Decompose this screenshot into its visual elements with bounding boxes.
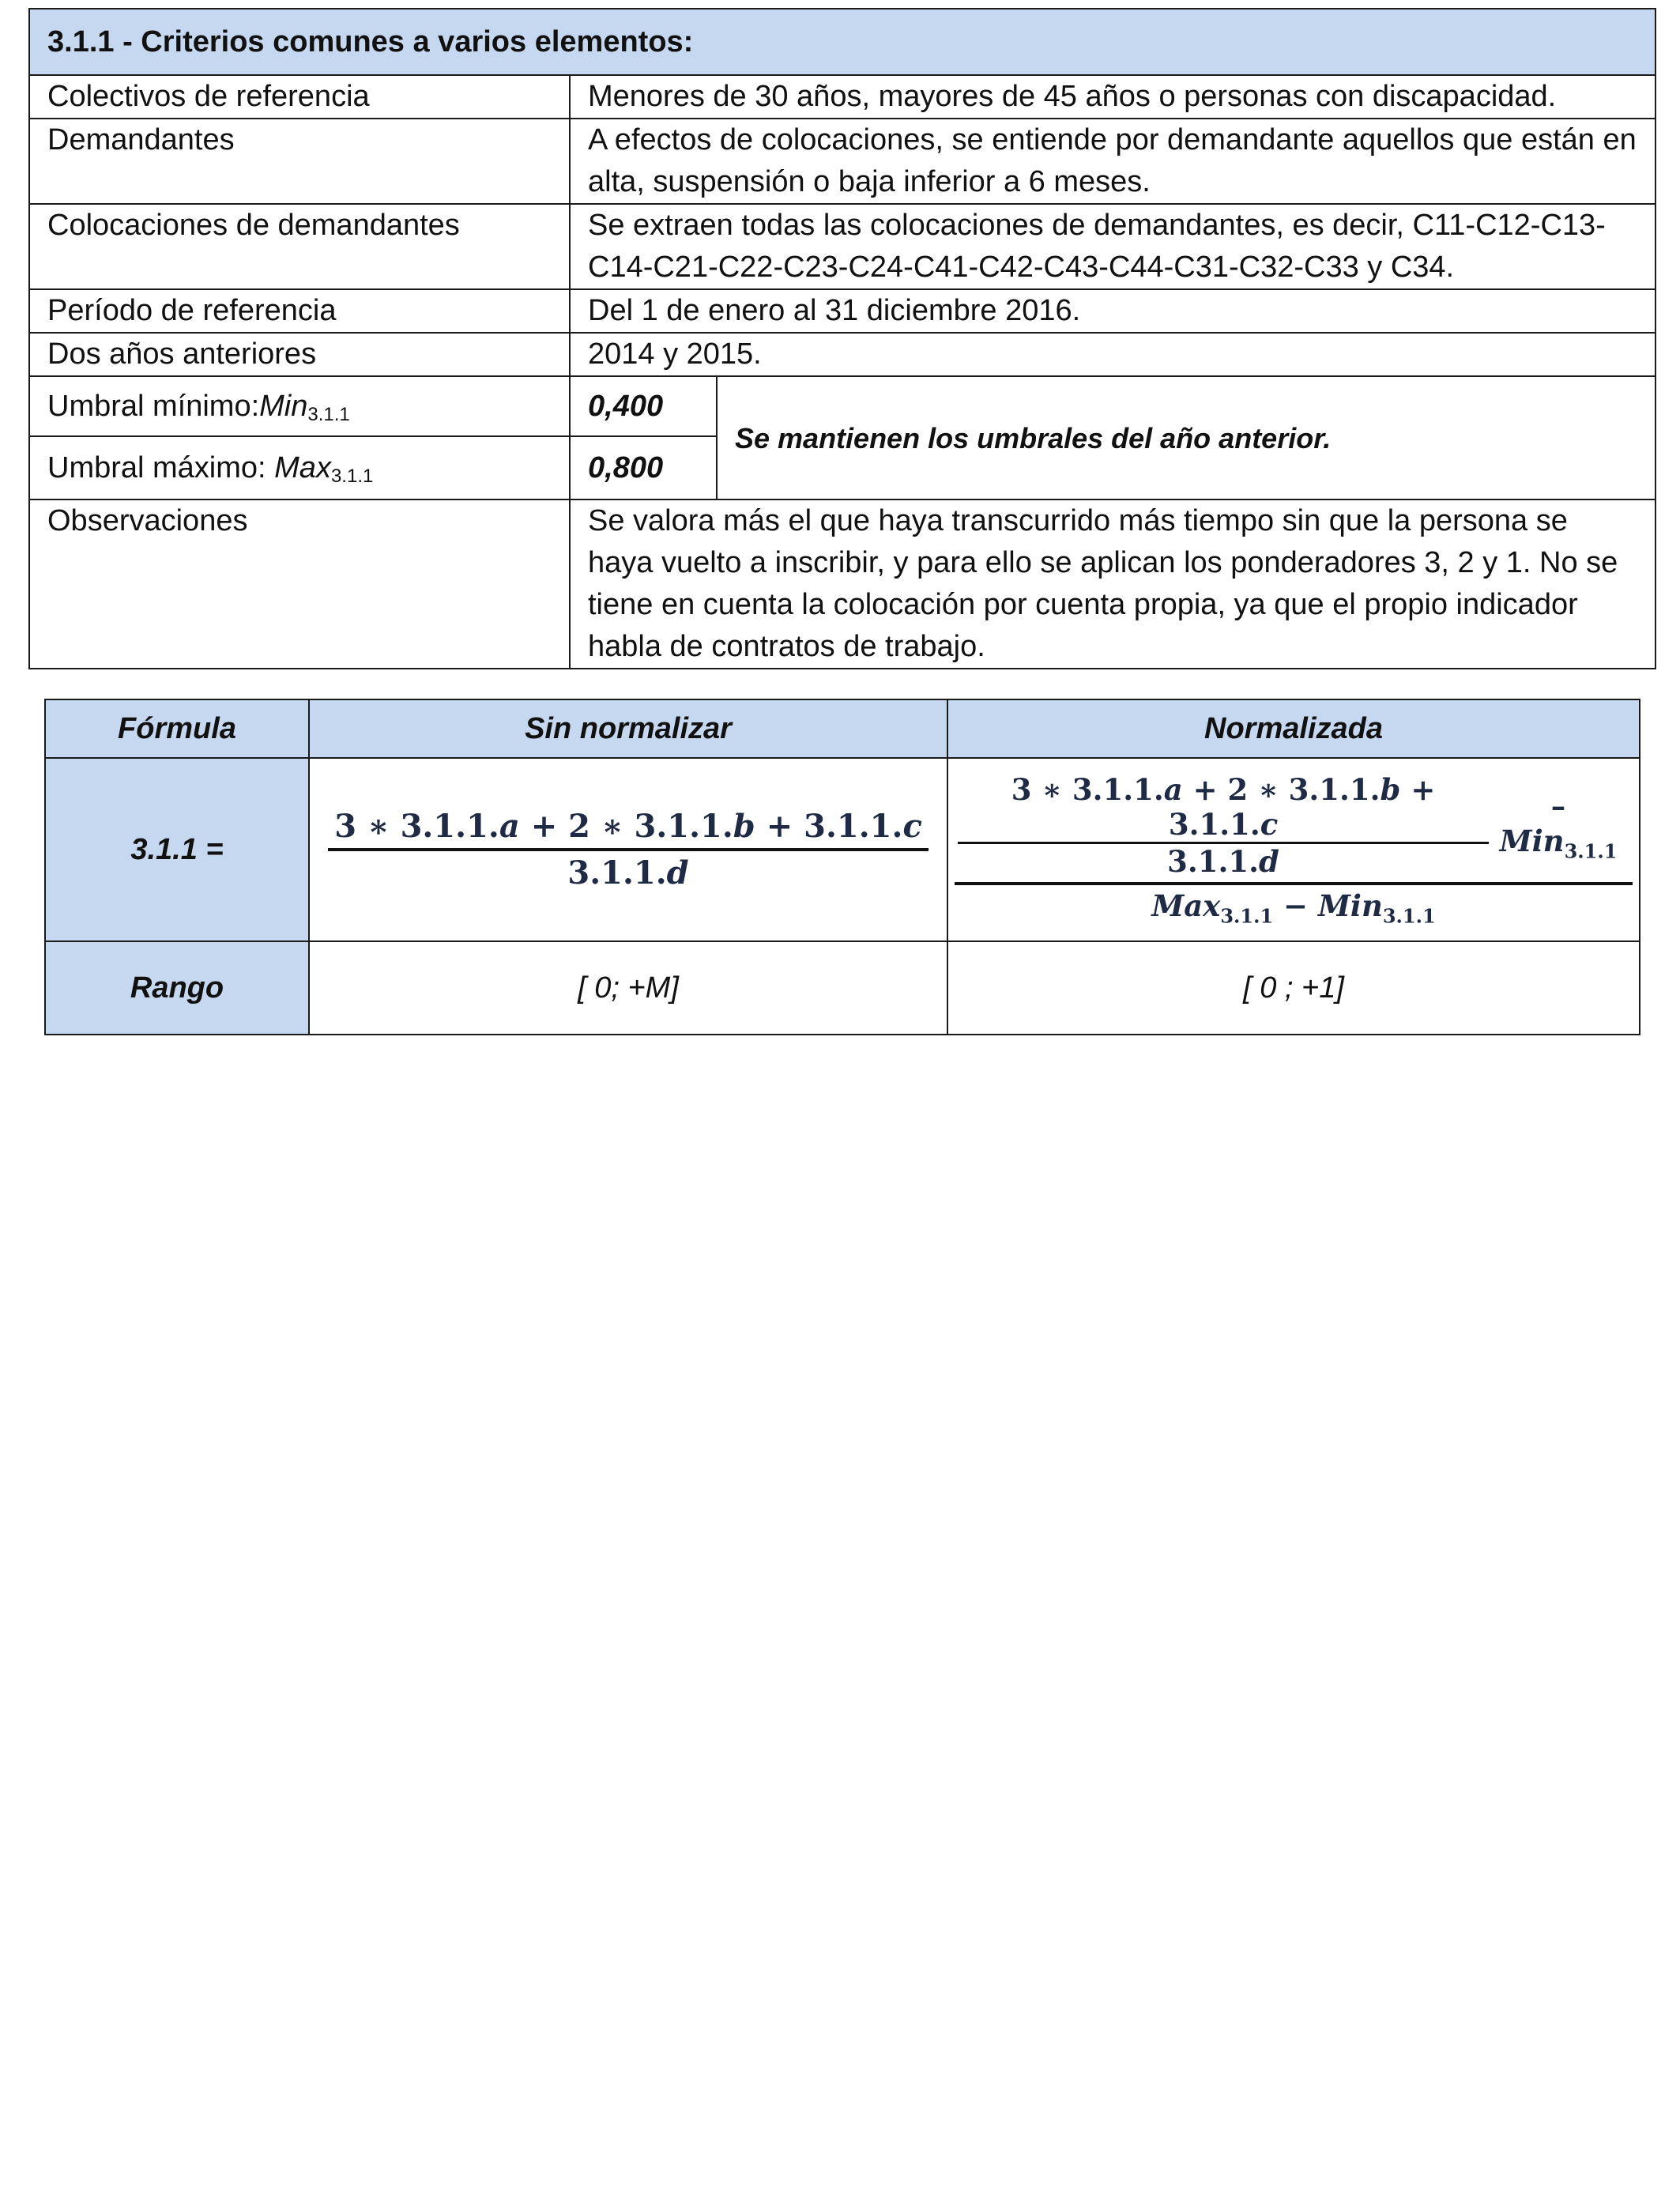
range-normalized: [ 0 ; +1]	[947, 941, 1640, 1035]
min-threshold-row	[29, 376, 1656, 436]
formula-header: Fórmula	[45, 699, 309, 758]
row-value: 2014 y 2015.	[570, 333, 1656, 376]
row-label: Colectivos de referencia	[29, 75, 570, 119]
normalized-formula	[947, 758, 1640, 941]
formula-row	[45, 758, 1640, 941]
threshold-note: Se mantienen los umbrales del año anterior.	[717, 376, 1656, 499]
range-raw: [ 0; +M]	[309, 941, 947, 1035]
normalized-denominator: Max$_{3.1.1}$ − Min$_{3.1.1}$	[955, 882, 1633, 927]
formula-row-label: 3.1.1 =	[45, 758, 309, 941]
row-value: Menores de 30 años, mayores de 45 años o personas con discapacidad.	[570, 75, 1656, 119]
normalized-header: Normalizada	[947, 699, 1640, 758]
table-row	[29, 75, 1656, 119]
table-row	[29, 204, 1656, 289]
raw-fraction	[331, 808, 925, 892]
criteria-table	[28, 8, 1656, 669]
min-threshold-value: 0,400	[570, 376, 717, 436]
row-value: Se extraen todas las colocaciones de demandantes, es decir, C11-C12-C13-C14-C21-C22-C23-C24-C41-C42-C43-C44-C31-C32-C33 y C34.	[570, 204, 1656, 289]
formula-header-row	[45, 699, 1640, 758]
row-value: Del 1 de enero al 31 diciembre 2016.	[570, 289, 1656, 333]
row-label: Observaciones	[29, 499, 570, 669]
row-label: Dos años anteriores	[29, 333, 570, 376]
table-row	[29, 333, 1656, 376]
max-threshold-label: Umbral máximo: Max$_{3.1.1}$	[29, 436, 570, 499]
table-row	[29, 499, 1656, 669]
criteria-title: 3.1.1 - Criterios comunes a varios elementos:	[29, 9, 1656, 75]
formula-table	[44, 699, 1640, 1035]
range-label: Rango	[45, 941, 309, 1035]
normalized-fraction	[958, 772, 1629, 927]
inner-fraction: $\frac{3 ∗ 3.1.1.a + 2 ∗ 3.1.1.b + 3.1.1.c}{3.1.1.d}$	[961, 772, 1486, 879]
minus-min-term: – Min$_{3.1.1}$	[1499, 788, 1618, 862]
row-label: Período de referencia	[29, 289, 570, 333]
max-threshold-value: 0,800	[570, 436, 717, 499]
min-threshold-label: Umbral mínimo:Min$_{3.1.1}$	[29, 376, 570, 436]
range-row	[45, 941, 1640, 1035]
row-label: Colocaciones de demandantes	[29, 204, 570, 289]
criteria-title-row	[29, 9, 1656, 75]
row-value: A efectos de colocaciones, se entiende por demandante aquellos que están en alta, suspensión o baja inferior a 6 meses.	[570, 119, 1656, 204]
row-value: Se valora más el que haya transcurrido más tiempo sin que la persona se haya vuelto a inscribir, y para ello se aplican los ponderadores 3, 2 y 1. No se tiene en cuenta la colocación por cuenta propia, ya que el propio indicador habla de contratos de trabajo.	[570, 499, 1656, 669]
row-label: Demandantes	[29, 119, 570, 204]
raw-denominator: 3.1.1.d	[328, 848, 929, 892]
raw-formula	[309, 758, 947, 941]
table-row	[29, 119, 1656, 204]
raw-numerator: 3 ∗ 3.1.1.a + 2 ∗ 3.1.1.b + 3.1.1.c	[334, 808, 922, 845]
table-row	[29, 289, 1656, 333]
normalized-numerator	[958, 772, 1629, 882]
raw-header: Sin normalizar	[309, 699, 947, 758]
